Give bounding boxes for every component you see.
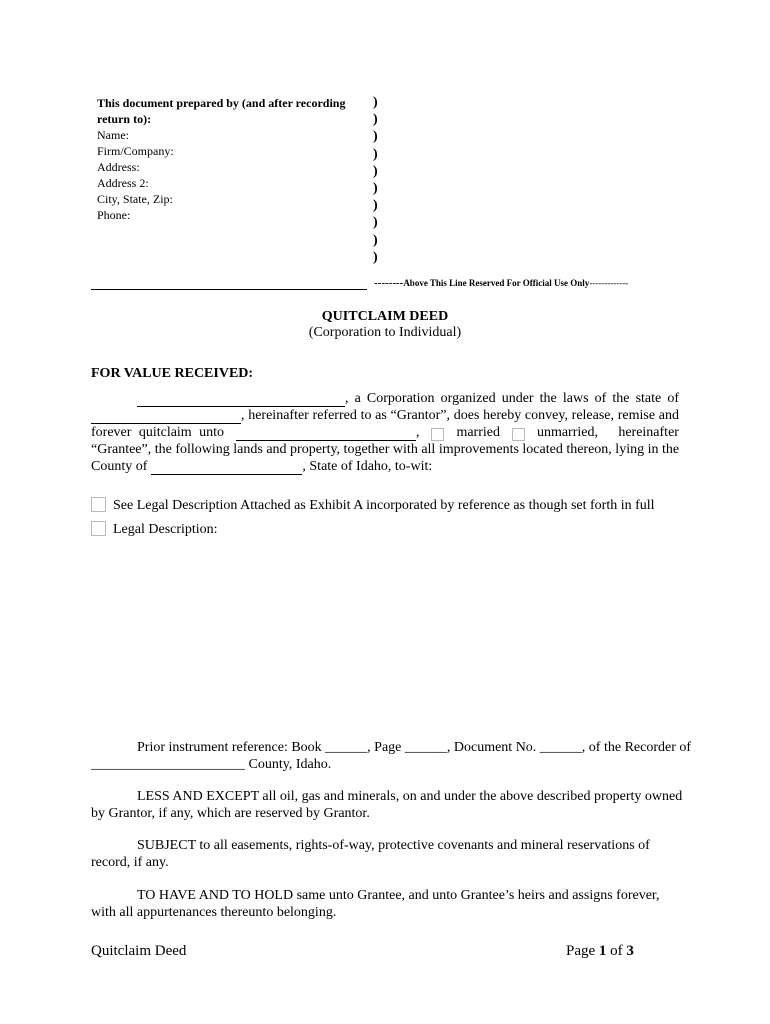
exhibit-a-checkbox[interactable] [91, 497, 106, 512]
paren-mark: ) [373, 232, 378, 248]
paren-mark: ) [373, 198, 378, 214]
recording-divider-line [91, 289, 367, 290]
habendum-paragraph [91, 887, 679, 921]
document-subtitle: (Corporation to Individual) [308, 325, 462, 340]
grant-line-5-a: County of [91, 459, 148, 474]
grant-line-1-text: , a Corporation organized under the laws of the state of [345, 391, 679, 406]
exhibit-a-label: See Legal Description Attached as Exhibit A incorporated by reference as though set forth in full [113, 498, 655, 513]
field-phone: Phone: [97, 208, 131, 222]
footer-document-name: Quitclaim Deed [91, 943, 187, 959]
grant-line-3-comma: , [415, 425, 420, 440]
grant-line-3-a: forever quitclaim unto [91, 425, 224, 440]
official-use-dash-lead: -------- [374, 277, 404, 289]
official-use-line [374, 277, 628, 289]
paren-mark: ) [373, 112, 378, 128]
prepared-by-heading: This document prepared by (and after recording [97, 96, 346, 110]
paren-mark: ) [373, 146, 378, 162]
subject-to-line-2: record, if any. [91, 855, 169, 870]
grantor-state-blank[interactable] [91, 411, 241, 424]
field-address: Address: [97, 160, 140, 174]
field-address-2: Address 2: [97, 176, 149, 190]
married-label: married [456, 425, 500, 440]
grantor-name-blank[interactable] [137, 394, 345, 407]
paren-mark: ) [373, 215, 378, 231]
for-value-received-heading: FOR VALUE RECEIVED: [91, 366, 254, 381]
exhibit-option [91, 497, 655, 514]
county-blank[interactable] [151, 462, 302, 475]
legal-description-option [91, 521, 218, 538]
prior-instrument-line-2: ______________________ County, Idaho. [91, 757, 332, 772]
unmarried-checkbox[interactable] [512, 428, 525, 441]
grant-line [91, 424, 679, 441]
field-firm-company: Firm/Company: [97, 144, 174, 158]
habendum-line-1: TO HAVE AND TO HOLD same unto Grantee, and unto Grantee’s heirs and assigns forever, [137, 888, 660, 903]
paren-column [373, 94, 378, 266]
habendum-line-2: with all appurtenances thereunto belonging. [91, 905, 337, 920]
official-use-dash-tail: ------------- [589, 278, 629, 288]
grant-line-content [91, 390, 679, 407]
footer-of-word: of [610, 943, 623, 959]
less-except-line-2: by Grantor, if any, which are reserved by Grantor. [91, 806, 370, 821]
grant-line-2-text: , hereinafter referred to as “Grantor”, does hereby convey, release, remise and [241, 408, 679, 423]
paren-mark: ) [373, 129, 378, 145]
legal-description-label: Legal Description: [113, 522, 218, 537]
field-name: Name: [97, 128, 129, 142]
field-city-state-zip: City, State, Zip: [97, 192, 173, 206]
footer-page-word: Page [566, 943, 596, 959]
grant-line [91, 407, 679, 424]
legal-description-checkbox[interactable] [91, 521, 106, 536]
paren-mark: ) [373, 95, 378, 110]
grant-line-4-text: “Grantee”, the following lands and property, together with all improvements located thereon, lying in the [91, 442, 680, 457]
document-title: QUITCLAIM DEED [321, 309, 449, 324]
less-except-paragraph [91, 788, 683, 822]
prior-instrument-line-1: Prior instrument reference: Book ______, Page ______, Document No. ______, of the Recorder of [137, 740, 692, 755]
prepared-by-heading-cont: return to): [97, 112, 152, 126]
official-use-text: Above This Line Reserved For Official Use Only [403, 278, 590, 288]
less-except-line-1: LESS AND EXCEPT all oil, gas and minerals, on and under the above described property owned [137, 789, 683, 804]
paren-mark: ) [373, 163, 378, 179]
prior-instrument-paragraph [91, 739, 692, 773]
grantee-name-blank[interactable] [236, 428, 416, 441]
footer-page-number [566, 943, 634, 960]
paren-mark: ) [373, 181, 378, 197]
footer-total-pages: 3 [626, 943, 634, 959]
subject-to-line-1: SUBJECT to all easements, rights-of-way, protective covenants and mineral reservations of [137, 838, 650, 853]
paren-mark: ) [373, 249, 378, 265]
grant-paragraph [91, 390, 679, 475]
grant-line [91, 458, 679, 475]
subject-to-paragraph [91, 837, 679, 871]
footer-current-page: 1 [598, 943, 607, 959]
prepared-by-block [97, 95, 367, 223]
unmarried-label: unmarried, hereinafter [536, 425, 679, 440]
grant-line-5-b: , State of Idaho, to-wit: [302, 459, 433, 474]
married-checkbox[interactable] [431, 428, 444, 441]
grant-line [91, 441, 679, 458]
grant-line [91, 390, 679, 407]
